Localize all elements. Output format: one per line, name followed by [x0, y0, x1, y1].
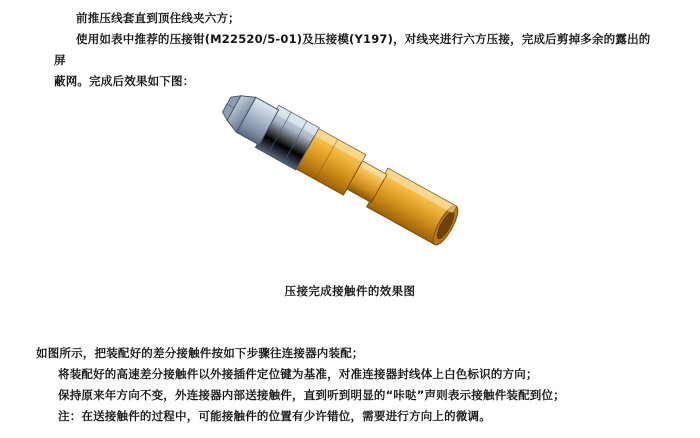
bottom-paragraph-line-4: 注：在送接触件的过程中，可能接触件的位置有少许错位，需要进行方向上的微调。 [58, 409, 491, 423]
bottom-paragraph-block [36, 343, 676, 427]
crimped-contact-assembly-illustration [200, 95, 530, 270]
top-paragraph-line-3: 蔽网。完成后效果如下图： [54, 74, 195, 88]
top-paragraph-line-2: 使用如表中推荐的压接钳(M22520/5-01)及压接模(Y197)，对线夹进行六方压接，完成后剪掉多余的露出的屏 [54, 32, 651, 67]
top-paragraph-block [54, 8, 654, 92]
contact-figure-svg [200, 95, 530, 270]
bottom-paragraph-line-3: 保持原来年方向不变，外连接器内部送接触件，直到听到明显的“咔哒”声则表示接触件装配到位； [58, 388, 565, 402]
bottom-paragraph-line-2: 将装配好的高速差分接触件以外接插件定位键为基准，对准连接器封线体上白色标识的方向； [58, 367, 538, 381]
contact-body-group [215, 95, 463, 250]
bottom-paragraph-line-1: 如图所示，把装配好的差分接触件按如下步骤往连接器内装配； [36, 346, 364, 360]
figure-caption: 压接完成接触件的效果图 [284, 284, 416, 298]
top-paragraph-line-1: 前推压线套直到顶住线夹六方； [76, 11, 240, 25]
